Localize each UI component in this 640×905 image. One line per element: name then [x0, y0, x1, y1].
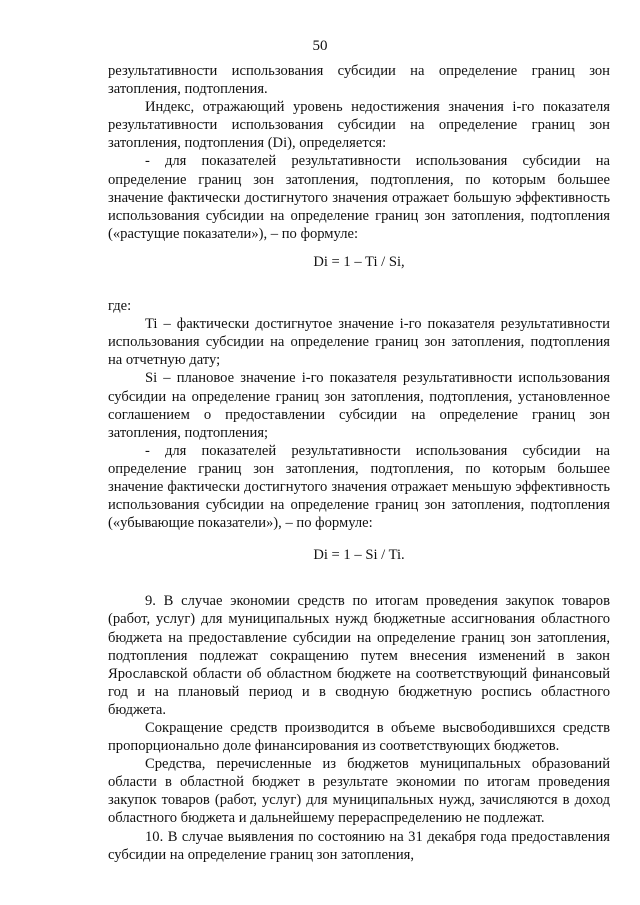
paragraph-continuation: результативности использования субсидии на определение границ зон затопления, подтопления.: [108, 63, 610, 98]
paragraph-where: где:: [108, 298, 132, 315]
paragraph-ti-definition: Ti – фактически достигнутое значение i-го показателя результативности использования субсидии на определение границ зон затопления, подтопления на отчетную дату;: [108, 316, 610, 369]
paragraph-transfers: Средства, перечисленные из бюджетов муниципальных образований области в областной бюджет в результате экономии по итогам проведения закупок товаров (работ, услуг) для муниципальных нужд, зачисляются в доход областного бюджета и дальнейшему перераспределению не подлежат.: [108, 756, 610, 827]
document-body: [108, 62, 610, 864]
paragraph-decreasing-indicators: - для показателей результативности использования субсидии на определение границ зон затопления, подтопления, по которым большее значение фактически достигнутого значения отражает меньшую эффективность использования субсидии на определение границ зон затопления, подтопления («убывающие показатели»), – по формуле:: [108, 442, 610, 532]
paragraph-index-definition: Индекс, отражающий уровень недостижения значения i-го показателя результативности использования субсидии на определение границ зон затопления, подтопления (Di), определяется:: [108, 99, 610, 152]
paragraph-si-definition: Si – плановое значение i-го показателя результативности использования субсидии на определение границ зон затопления, подтопления, установленное соглашением о предоставлении субсидии на определение границ зон затопления, подтопления;: [108, 370, 610, 441]
paragraph-reduction: Сокращение средств производится в объеме высвободившихся средств пропорционально доле финансирования из соответствующих бюджетов.: [108, 720, 610, 755]
paragraph-item-9: 9. В случае экономии средств по итогам проведения закупок товаров (работ, услуг) для муниципальных нужд бюджетные ассигнования областного бюджета на предоставление субсидии на определение границ зон затопления, подтопления подлежат сокращению путем внесения изменений в закон Ярославской области об областном бюджете на соответствующий финансовый год и на плановый период и в сводную бюджетную роспись областного бюджета.: [108, 593, 610, 718]
paragraph-growing-indicators: - для показателей результативности использования субсидии на определение границ зон затопления, подтопления, по которым большее значение фактически достигнутого значения отражает большую эффективность использования субсидии на определение границ зон затопления, подтопления («растущие показатели»), – по формуле:: [108, 153, 610, 242]
formula-growing: Di = 1 – Ti / Si,: [313, 253, 405, 270]
formula-decreasing: Di = 1 – Si / Ti.: [313, 547, 405, 564]
page-number: 50: [312, 38, 328, 54]
paragraph-item-10: 10. В случае выявления по состоянию на 31 декабря года предоставления субсидии на определение границ зон затопления,: [108, 828, 610, 863]
